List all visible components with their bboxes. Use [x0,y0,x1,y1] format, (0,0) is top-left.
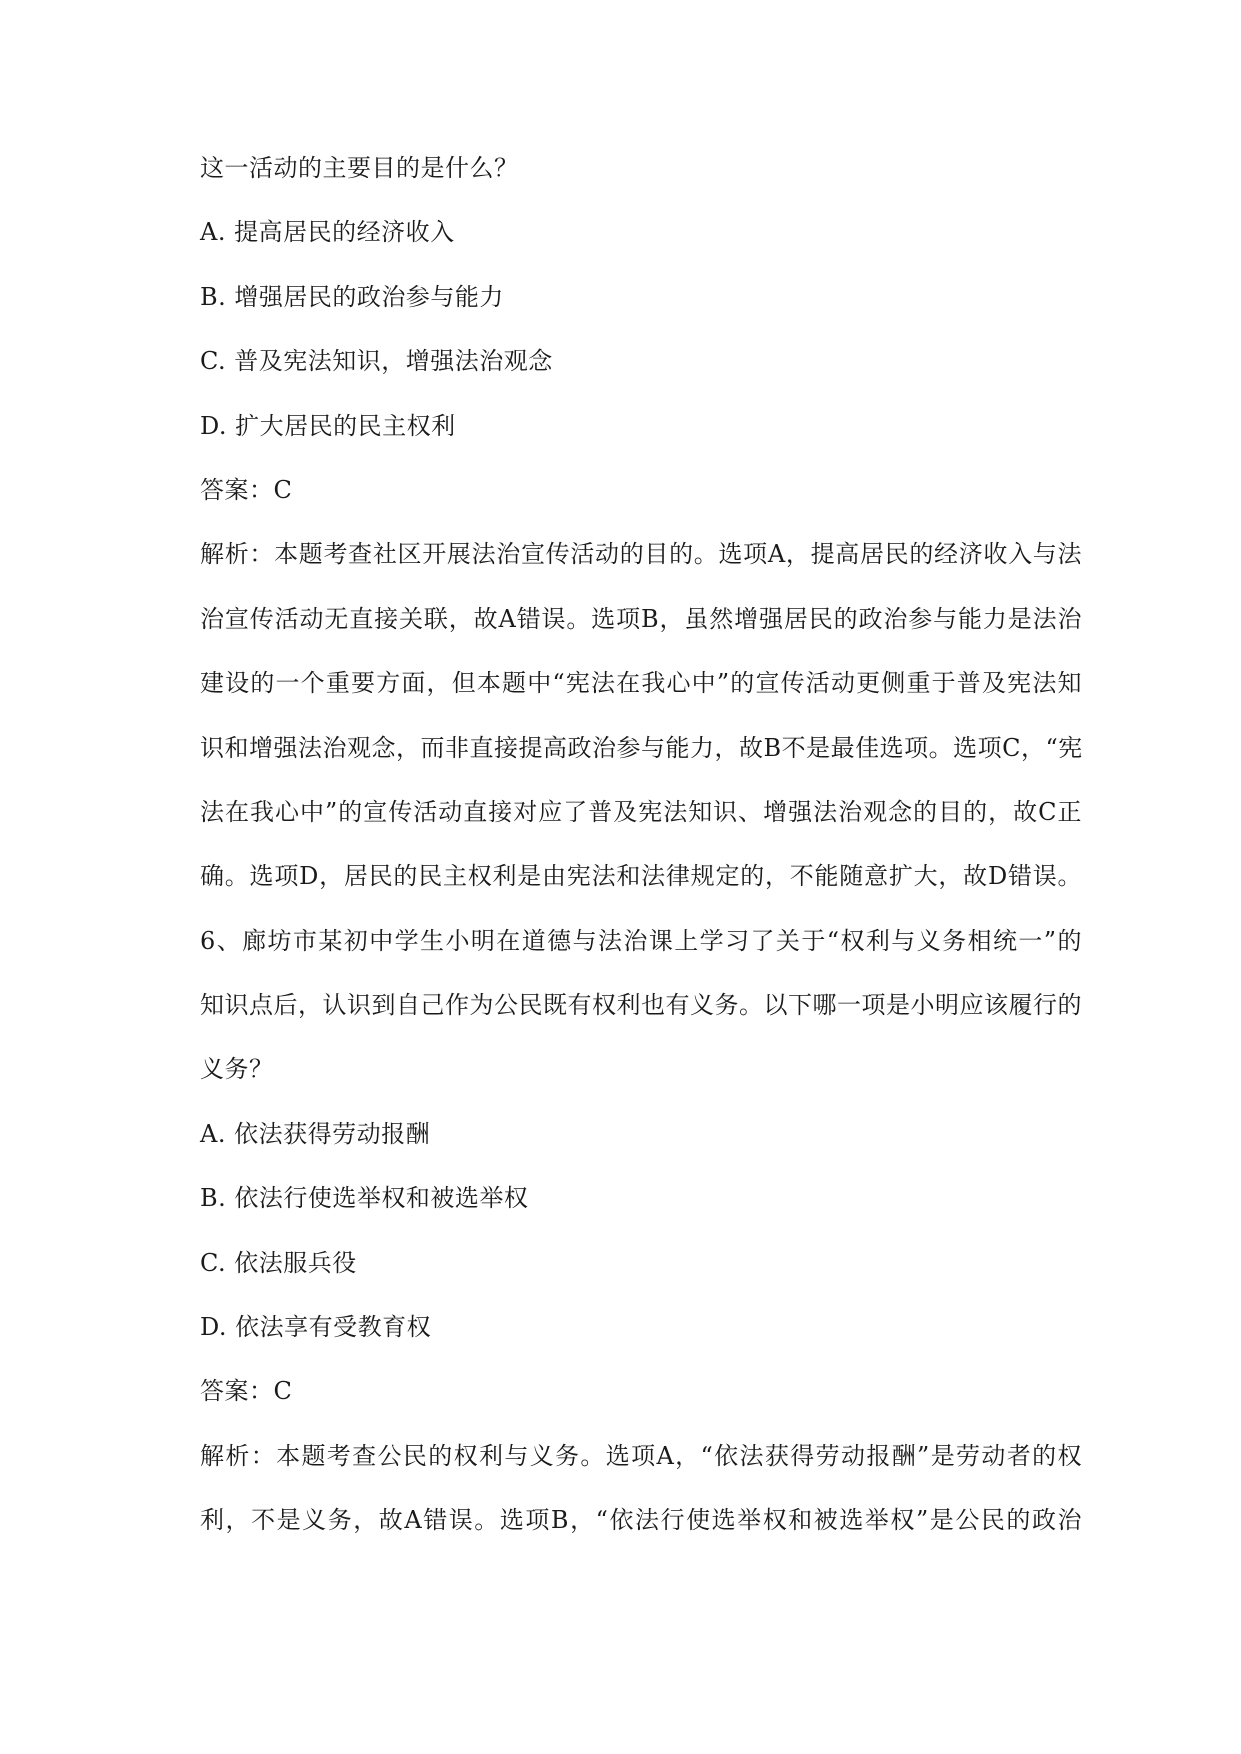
question-6-option-d: D. 依法享有受教育权 [200,1313,432,1342]
question-5-option-d: D. 扩大居民的民主权利 [200,411,456,440]
question-5-analysis-line: 识和增强法治观念，而非直接提高政治参与能力，故B不是最佳选项。选项C，“宪 [200,733,1083,762]
question-5-option-a: A. 提高居民的经济收入 [200,218,455,247]
question-6-stem-line: 知识点后，认识到自己作为公民既有权利也有义务。以下哪一项是小明应该履行的 [200,991,1082,1020]
question-6-option-b: B. 依法行使选举权和被选举权 [200,1184,529,1213]
question-5-answer: 答案：C [200,475,293,504]
question-6-option-a: A. 依法获得劳动报酬 [200,1119,431,1148]
question-6-stem-line: 6、廊坊市某初中学生小明在道德与法治课上学习了关于“权利与义务相统一”的 [200,926,1082,955]
question-6-answer: 答案：C [200,1377,293,1406]
question-6-stem-line: 义务？ [200,1055,274,1084]
question-5-analysis-line: 确。选项D，居民的民主权利是由宪法和法律规定的，不能随意扩大，故D错误。 [200,862,1082,891]
question-5-option-b: B. 增强居民的政治参与能力 [200,282,504,311]
question-6-analysis-line: 解析：本题考查公民的权利与义务。选项A，“依法获得劳动报酬”是劳动者的权 [200,1441,1082,1470]
question-5-stem: 这一活动的主要目的是什么？ [200,154,519,182]
document-page [200,136,1082,1553]
question-6-option-c: C. 依法服兵役 [200,1248,357,1277]
question-6-analysis-line: 利，不是义务，故A错误。选项B，“依法行使选举权和被选举权”是公民的政治 [200,1506,1082,1535]
question-5-analysis-line: 建设的一个重要方面，但本题中“宪法在我心中”的宣传活动更侧重于普及宪法知 [200,669,1082,698]
question-5-option-c: C. 普及宪法知识，增强法治观念 [200,347,553,376]
question-5-analysis-line: 法在我心中”的宣传活动直接对应了普及宪法知识、增强法治观念的目的，故C正 [200,797,1082,826]
question-5-analysis-line: 解析：本题考查社区开展法治宣传活动的目的。选项A，提高居民的经济收入与法 [200,540,1082,569]
question-5-analysis-line: 治宣传活动无直接关联，故A错误。选项B，虽然增强居民的政治参与能力是法治 [200,604,1082,633]
